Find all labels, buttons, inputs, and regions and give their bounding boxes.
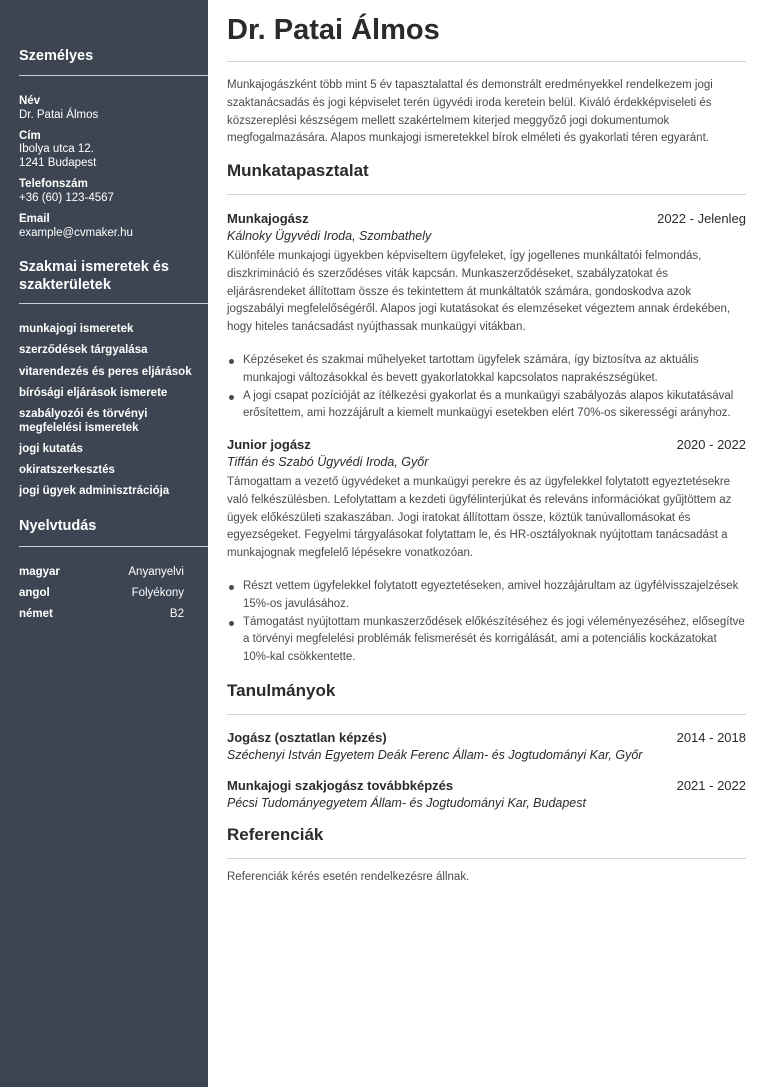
address-line-2: 1241 Budapest bbox=[19, 157, 97, 169]
languages-divider bbox=[19, 546, 208, 547]
job-employer: Tiffán és Szabó Ügyvédi Iroda, Győr bbox=[227, 455, 429, 469]
skill-item: bírósági eljárások ismerete bbox=[19, 387, 168, 399]
language-row bbox=[19, 586, 184, 600]
education-date: 2014 - 2018 bbox=[676, 730, 746, 745]
education-institution: Széchenyi István Egyetem Deák Ferenc Állam- és Jogtudományi Kar, Győr bbox=[227, 748, 643, 762]
skill-item: jogi ügyek adminisztrációja bbox=[19, 485, 170, 497]
skills-heading-line-1: Szakmai ismeretek és bbox=[19, 259, 169, 275]
list-item bbox=[227, 578, 746, 614]
skill-item: szabályozói és törvényi megfelelési ismeretek bbox=[19, 408, 148, 434]
language-row bbox=[19, 607, 184, 621]
job-employer: Kálnoky Ügyvédi Iroda, Szombathely bbox=[227, 229, 432, 243]
bullet-icon bbox=[229, 585, 234, 590]
page-title: Dr. Patai Álmos bbox=[227, 14, 440, 46]
job-date: 2020 - 2022 bbox=[676, 437, 746, 452]
skill-item: vitarendezés és peres eljárások bbox=[19, 366, 192, 378]
education-heading: Tanulmányok bbox=[227, 681, 336, 700]
address-label: Cím bbox=[19, 130, 41, 142]
skill-item: szerződések tárgyalása bbox=[19, 344, 148, 356]
email-label: Email bbox=[19, 213, 50, 225]
references-heading: Referenciák bbox=[227, 825, 324, 844]
job-description: Különféle munkajogi ügyekben képviseltem ügyfeleket, így jogellenes munkáltatói felmondás, diszkrimináció és szerződéses viták kapcsán. Munkaszerződéseket, szabályzatokat és eljárásrendeket állítottam össze és tekintettem át munkáltatók számára, gondoskodva azok jogszabályi megfelelőségéről. Alapos jogi kutatásokat és elemzéseket végeztem annak érdekében, hogy hiteles tanácsadást nyújthassak munkaügyi vitákban. bbox=[227, 250, 731, 334]
skills-heading-line-2: szakterületek bbox=[19, 277, 111, 293]
phone-label: Telefonszám bbox=[19, 178, 88, 190]
experience-divider bbox=[227, 194, 746, 195]
personal-heading: Személyes bbox=[19, 48, 94, 64]
language-level: Folyékony bbox=[131, 587, 184, 599]
education-date: 2021 - 2022 bbox=[676, 778, 746, 793]
email-value[interactable]: example@cvmaker.hu bbox=[19, 227, 133, 239]
achievement-text: Képzéseket és szakmai műhelyeket tartottam ügyfelek számára, így biztosítva az aktuális munkajogi változásokkal és bevett gyakorlatokkal kapcsolatos naprakészségüket. bbox=[243, 354, 699, 384]
education-title: Munkajogi szakjogász továbbképzés bbox=[227, 778, 454, 793]
education-title: Jogász (osztatlan képzés) bbox=[227, 730, 387, 745]
education-institution: Pécsi Tudományegyetem Állam- és Jogtudományi Kar, Budapest bbox=[227, 796, 586, 810]
title-divider bbox=[227, 61, 746, 62]
address-line-1: Ibolya utca 12. bbox=[19, 143, 94, 155]
job-title: Junior jogász bbox=[227, 437, 311, 452]
achievement-text: A jogi csapat pozícióját az ítélkezési gyakorlat és a munkaügyi szabályozás alapos kikutatásával erősítettem, ami hozzájárult a kiemelt munkaügyi esetekben elért 70%-os sikerességi arányhoz. bbox=[243, 389, 734, 420]
personal-divider bbox=[19, 75, 208, 76]
job-date: 2022 - Jelenleg bbox=[657, 211, 746, 226]
job-title: Munkajogász bbox=[227, 211, 309, 226]
summary-text: Munkajogászként több mint 5 év tapasztalattal és demonstrált eredményekkel rendelkezem jogi szaktanácsadás és jogi képviselet terén ügyvédi iroda keretein belül. Kiváló érdekképviseleti és közszereplési készségem mellett szakértelmem kiterjed meggyőző jogi dokumentumok megfogalmazására. Alapos munkajogi ismeretekkel bírok elméleti és gyakorlati téren egyaránt. bbox=[227, 79, 713, 145]
phone-value: +36 (60) 123-4567 bbox=[19, 192, 114, 204]
job-description: Támogattam a vezető ügyvédeket a munkaügyi perekre és az ügyfelekkel folytatott egyeztetésekre való felkészülésben. Lefolytattam a kezdeti ügyfélinterjúkat és releváns információkat gyűjtöttem az ügyek előkészületi szakaszában. Jogi iratokat állítottam össze, köztük tanúvallomásokat és egyezségeket. Fegyelmi tárgyalásokat folytattam le, és HR-osztályoknak nyújtottam tanácsadást a munkajognak megfelelő lépésekre vonatkozóan. bbox=[227, 476, 732, 560]
bullet-icon bbox=[229, 395, 234, 400]
language-level: B2 bbox=[169, 608, 184, 620]
achievement-text: Részt vettem ügyfelekkel folytatott egyeztetéseken, amivel hozzájárultam az ügyfélvisszajelzések 15%-os javulásához. bbox=[243, 580, 739, 610]
skill-item: munkajogi ismeretek bbox=[19, 323, 134, 335]
bullet-icon bbox=[229, 621, 234, 626]
references-text: Referenciák kérés esetén rendelkezésre állnak. bbox=[227, 871, 470, 883]
language-name: angol bbox=[19, 587, 50, 599]
sidebar bbox=[0, 0, 208, 1087]
experience-heading: Munkatapasztalat bbox=[227, 161, 369, 180]
job-achievements bbox=[227, 578, 746, 667]
list-item bbox=[227, 352, 746, 388]
list-item bbox=[227, 614, 746, 667]
bullet-icon bbox=[229, 359, 234, 364]
name-value: Dr. Patai Álmos bbox=[19, 109, 99, 121]
education-divider bbox=[227, 714, 746, 715]
languages-heading: Nyelvtudás bbox=[19, 518, 97, 534]
language-name: német bbox=[19, 608, 53, 620]
achievement-text: Támogatást nyújtottam munkaszerződések előkészítéséhez és jogi véleményezéséhez, elősegítve a törvényi megfelelési problémák felismerését és korrigálását, ami a potenciális kockázatokat 10%-kal csökkentette. bbox=[243, 615, 745, 664]
references-divider bbox=[227, 858, 746, 859]
skill-item: jogi kutatás bbox=[19, 443, 83, 455]
language-name: magyar bbox=[19, 566, 60, 578]
skills-divider bbox=[19, 303, 208, 304]
name-label: Név bbox=[19, 95, 41, 107]
job-achievements bbox=[227, 352, 746, 423]
skills-heading bbox=[19, 258, 204, 294]
language-level: Anyanyelvi bbox=[128, 566, 184, 578]
skill-item: okiratszerkesztés bbox=[19, 464, 115, 476]
list-item bbox=[227, 388, 746, 424]
language-row bbox=[19, 565, 184, 579]
